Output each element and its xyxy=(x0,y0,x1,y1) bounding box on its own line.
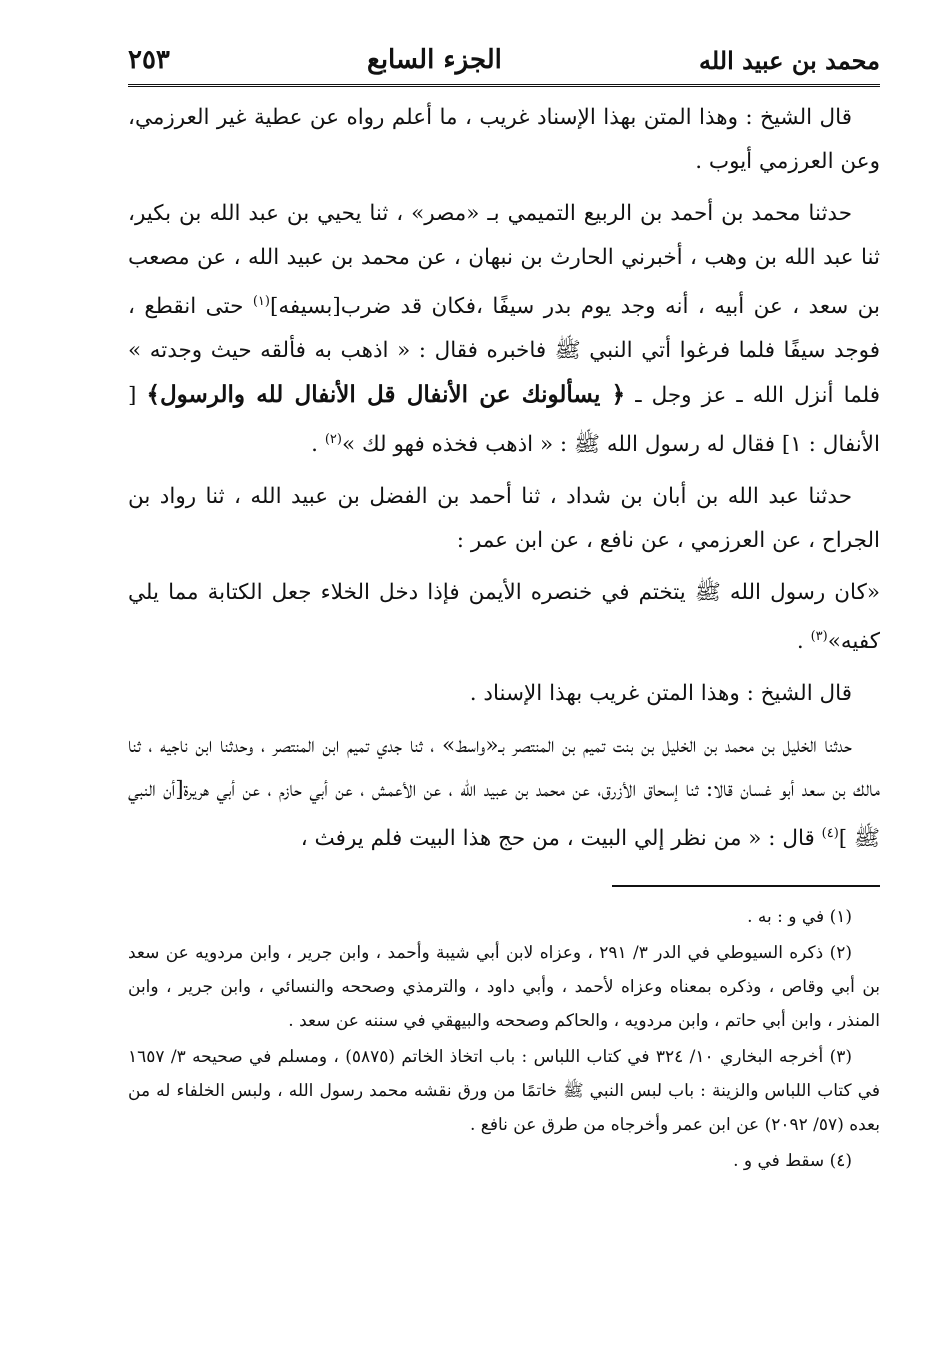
footnote: (٤) سقط في و . xyxy=(733,1151,852,1171)
footnote: (٣) أخرجه البخاري ١٠/ ٣٢٤ في كتاب اللباس : باب اتخاذ الخاتم (٥٨٧٥) ، ومسلم في صحيحه ٣/ ١٦٥٧ في كتاب اللباس والزينة : باب لبس النبي ﷺ خاتمًا من ورق نقشه محمد رسول الله ، ولبس الخلفاء له من بعده (٥٧/ ٢٠٩٢) عن ابن عمر وأخرجاه من طرق عن نافع . xyxy=(128,1047,880,1135)
paragraph: قال الشيخ : وهذا المتن غريب بهذا الإسناد . xyxy=(469,681,852,707)
footnote-mark: (٣) xyxy=(810,629,828,645)
running-header xyxy=(128,36,880,87)
footnote: (١) في و : به . xyxy=(747,907,852,927)
footnote-mark: (٢) xyxy=(324,432,342,448)
footnote: (٢) ذكره السيوطي في الدر ٣/ ٢٩١ ، وعزاه لابن أبي شيبة وأحمد ، وابن جرير ، وابن مردويه عن سعد بن أبي وقاص ، وذكره بمعناه وعزاه لأحمد ، وأبي داود ، والترمذي وصححه والنسائي ، وابن جرير ، وابن المنذر ، وابن أبي حاتم ، وابن مردويه ، والحاكم وصححه والبيهقي في سننه عن سعد . xyxy=(128,943,880,1031)
footnote-mark: (١) xyxy=(252,294,270,309)
page-number: ٢٥٣ xyxy=(128,45,170,75)
main-text xyxy=(128,96,880,870)
quran-verse: ﴿ يسألونك عن الأنفال قل الأنفال لله والرسول﴾ xyxy=(146,381,626,409)
paragraph: حدثنا عبد الله بن أبان بن شداد ، ثنا أحمد بن الفضل بن عبيد الله ، ثنا رواد بن الجراح ، عن العرزمي ، عن نافع ، عن ابن عمر : xyxy=(128,484,880,554)
entry-name: محمد بن عبيد الله xyxy=(698,45,880,75)
paragraph: قال الشيخ : وهذا المتن بهذا الإسناد غريب ، ما أعلم رواه عن عطية غير العرزمي، وعن العرزمي أيوب . xyxy=(128,105,880,174)
paragraph: «كان رسول الله ﷺ يتختم في خنصره الأيمن فإذا دخل الخلاء جعل الكتابة مما يلي كفيه»$^{(٣)}$ . xyxy=(128,580,880,655)
paragraph: حدثنا محمد بن أحمد بن الربيع التميمي بـ «مصر» ، ثنا يحيي بن عبد الله بن بكير، ثنا عبد الله بن وهب ، أخبرني الحارث بن نبهان ، عن محمد بن عبيد الله ، عن مصعب بن سعد ، عن أبيه ، أنه وجد يوم بدر سيفًا ،فكان قد ضرب[بسيفه]$^{(١)}$ حتى انقطع ، فوجد سيفًا فلما فرغوا أتي النبي ﷺ فاخبره فقال : « اذهب به فألقه حيث وجدته » فلما أنزل الله ـ عز وجل ـ ﴿ يسألونك عن الأنفال قل الأنفال لله والرسول﴾ [ الأنفال : ١] فقال له رسول الله ﷺ : « اذهب فخذه فهو لك »$^{(٢)}$ . xyxy=(128,201,880,458)
footnote-mark: (٤) xyxy=(821,826,839,842)
footnote-separator xyxy=(612,885,880,887)
volume-title: الجزء السابع xyxy=(366,45,502,75)
paragraph: حدثنا الخليل بن محمد بن الخليل بن بنت تميم بن المنتصر بـ«واسط» ، ثنا جدي تميم ابن المنتصر ، وحدثنا ابن ناجيه ، ثنا مالك بن سعد أبو غسان قالا: ثنا إسحاق الأزرق، عن محمد بن عبيد الله ، عن الأعمش ، عن أبي حازم ، عن أبي هريرة[أن النبي ﷺ ]$^{(٤)}$ قال : « من نظر إلي البيت ، من حج هذا البيت فلم يرفث ، xyxy=(128,733,880,852)
footnotes xyxy=(128,900,880,1180)
